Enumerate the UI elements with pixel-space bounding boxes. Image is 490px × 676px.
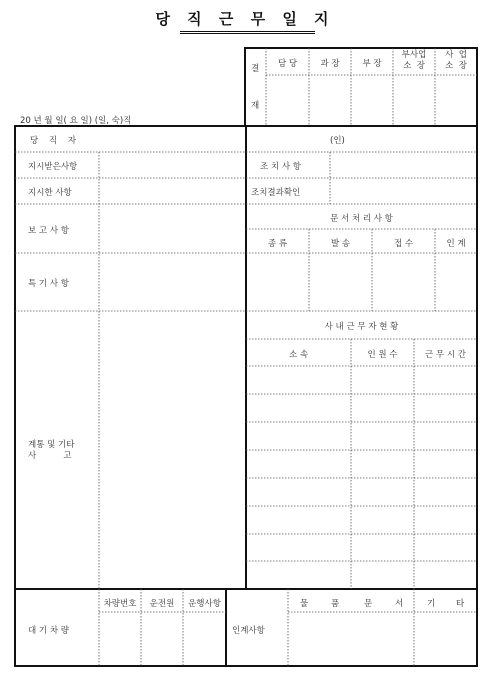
handover-col-header: 서 [395, 599, 404, 609]
document-section-title: 문 서 처 리 사 항 [330, 214, 393, 224]
handover-col-header: 물 [300, 599, 309, 609]
approval-col-header: 사 업 소 장 [445, 50, 467, 71]
handover-col-header: 기 [427, 599, 436, 609]
document-col-header: 접 수 [393, 239, 414, 249]
handover-label: 인계사항 [232, 626, 265, 636]
document-col-header: 종 류 [267, 239, 288, 249]
vehicle-col-header: 운행사항 [188, 599, 221, 609]
staff-col-header: 소 속 [288, 350, 309, 360]
vehicle-col-header: 운전원 [149, 599, 175, 609]
approval-col-header: 부사업 소 장 [401, 50, 427, 71]
seal-mark: (인) [330, 136, 345, 146]
row-label-vehicle: 대 기 차 량 [28, 626, 69, 636]
page-title: 당 직 근 무 일 지 [155, 10, 335, 28]
row-label-report: 보 고 사 항 [28, 226, 69, 236]
approval-col-header: 과 장 [320, 59, 340, 69]
date-line: 20 년 월 일( 요 일) (일, 숙)직 [20, 116, 132, 126]
action-confirm-label: 조치결과확인 [251, 188, 301, 198]
row-label-instructions-received: 지시받은사항 [28, 162, 78, 172]
approval-side-label: 재 [251, 101, 260, 111]
approval-side-label: 결 [251, 64, 260, 74]
staff-col-header: 근 무 시 간 [425, 350, 466, 360]
duty-officer-label: 당 직 자 [30, 136, 81, 146]
document-col-header: 발 송 [330, 239, 351, 249]
handover-col-header: 문 [364, 599, 373, 609]
approval-col-header: 담 당 [277, 59, 298, 69]
approval-col-header: 부 장 [362, 59, 382, 69]
handover-col-header: 품 [331, 599, 340, 609]
staff-col-header: 인 원 수 [367, 350, 398, 360]
vehicle-col-header: 차량번호 [103, 599, 137, 609]
staff-section-title: 사 내 근 무 자 현 황 [324, 322, 399, 332]
row-label-special: 특 기 사 항 [28, 279, 69, 289]
action-label: 조 치 사 항 [260, 162, 301, 172]
row-label-patrol: 계통 및 기타 사 고 [28, 440, 75, 461]
handover-col-header: 타 [456, 599, 465, 609]
document-col-header: 인 계 [446, 239, 466, 249]
row-label-instructions-given: 지시한 사항 [28, 188, 72, 198]
